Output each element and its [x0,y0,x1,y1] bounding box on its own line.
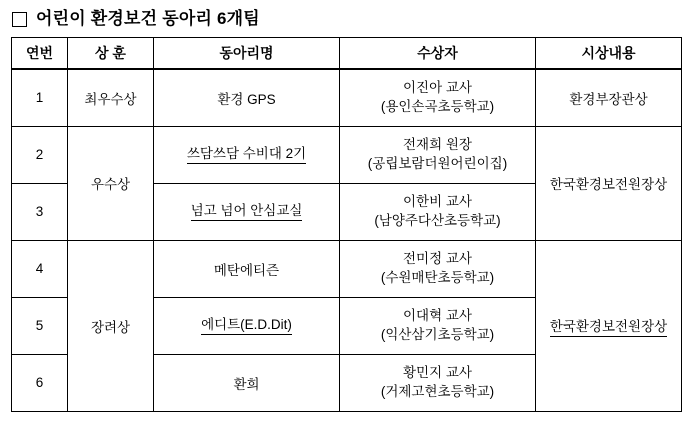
winner-org: (거제고현초등학교) [380,383,495,399]
winner-name: 이대혁 교사 [403,308,472,324]
cell-prize: 장려상 [68,240,154,411]
cell-no: 4 [12,240,68,297]
cell-winner [340,183,536,240]
cell-winner [340,297,536,354]
column-header-prize: 상 훈 [68,37,154,69]
winner-name: 이진아 교사 [403,80,472,96]
cell-award: 환경부장관상 [536,69,682,127]
winner-org: (수원매탄초등학교) [380,269,495,285]
club-name: 환희 [233,376,260,392]
club-name: 에디트(E.D.Dit) [201,317,292,335]
cell-no: 2 [12,126,68,183]
cell-winner [340,354,536,411]
table-header [12,37,682,69]
cell-award: 한국환경보전원장상 [536,126,682,240]
awards-table [11,37,682,412]
cell-no: 3 [12,183,68,240]
winner-name: 전재희 원장 [403,137,472,153]
cell-award [536,240,682,411]
cell-club [154,69,340,127]
cell-club [154,297,340,354]
cell-prize: 최우수상 [68,69,154,127]
cell-winner [340,240,536,297]
winner-name: 황민지 교사 [403,365,472,381]
winner-org: (공립보람더원어린이집) [367,155,508,171]
page-title [12,10,682,29]
cell-club [154,183,340,240]
winner-org: (남양주다산초등학교) [374,212,501,228]
table-body [12,69,682,412]
cell-club [154,240,340,297]
column-header-no: 연번 [12,37,68,69]
winner-name: 전미정 교사 [403,251,472,267]
cell-no: 5 [12,297,68,354]
column-header-award: 시상내용 [536,37,682,69]
club-name: 쓰담쓰담 수비대 2기 [187,146,306,164]
table-row [12,69,682,127]
club-name: 환경 GPS [217,91,276,107]
column-header-club: 동아리명 [154,37,340,69]
award-text: 한국환경보전원장상 [550,315,667,337]
empty-square-icon [12,12,27,27]
club-name: 넘고 넘어 안심교실 [191,203,303,221]
page-title-text: 어린이 환경보건 동아리 6개팀 [36,9,260,28]
column-header-winner: 수상자 [340,37,536,69]
cell-prize: 우수상 [68,126,154,240]
cell-no: 1 [12,69,68,127]
table-header-row [12,37,682,69]
cell-winner [340,126,536,183]
winner-org: (익산삼기초등학교) [380,326,495,342]
club-name: 메탄에티즌 [213,262,280,278]
winner-name: 이한비 교사 [403,194,472,210]
cell-no: 6 [12,354,68,411]
table-row [12,126,682,183]
cell-club [154,354,340,411]
cell-club [154,126,340,183]
cell-winner [340,69,536,127]
winner-org: (용인손곡초등학교) [380,98,495,114]
table-row [12,240,682,297]
